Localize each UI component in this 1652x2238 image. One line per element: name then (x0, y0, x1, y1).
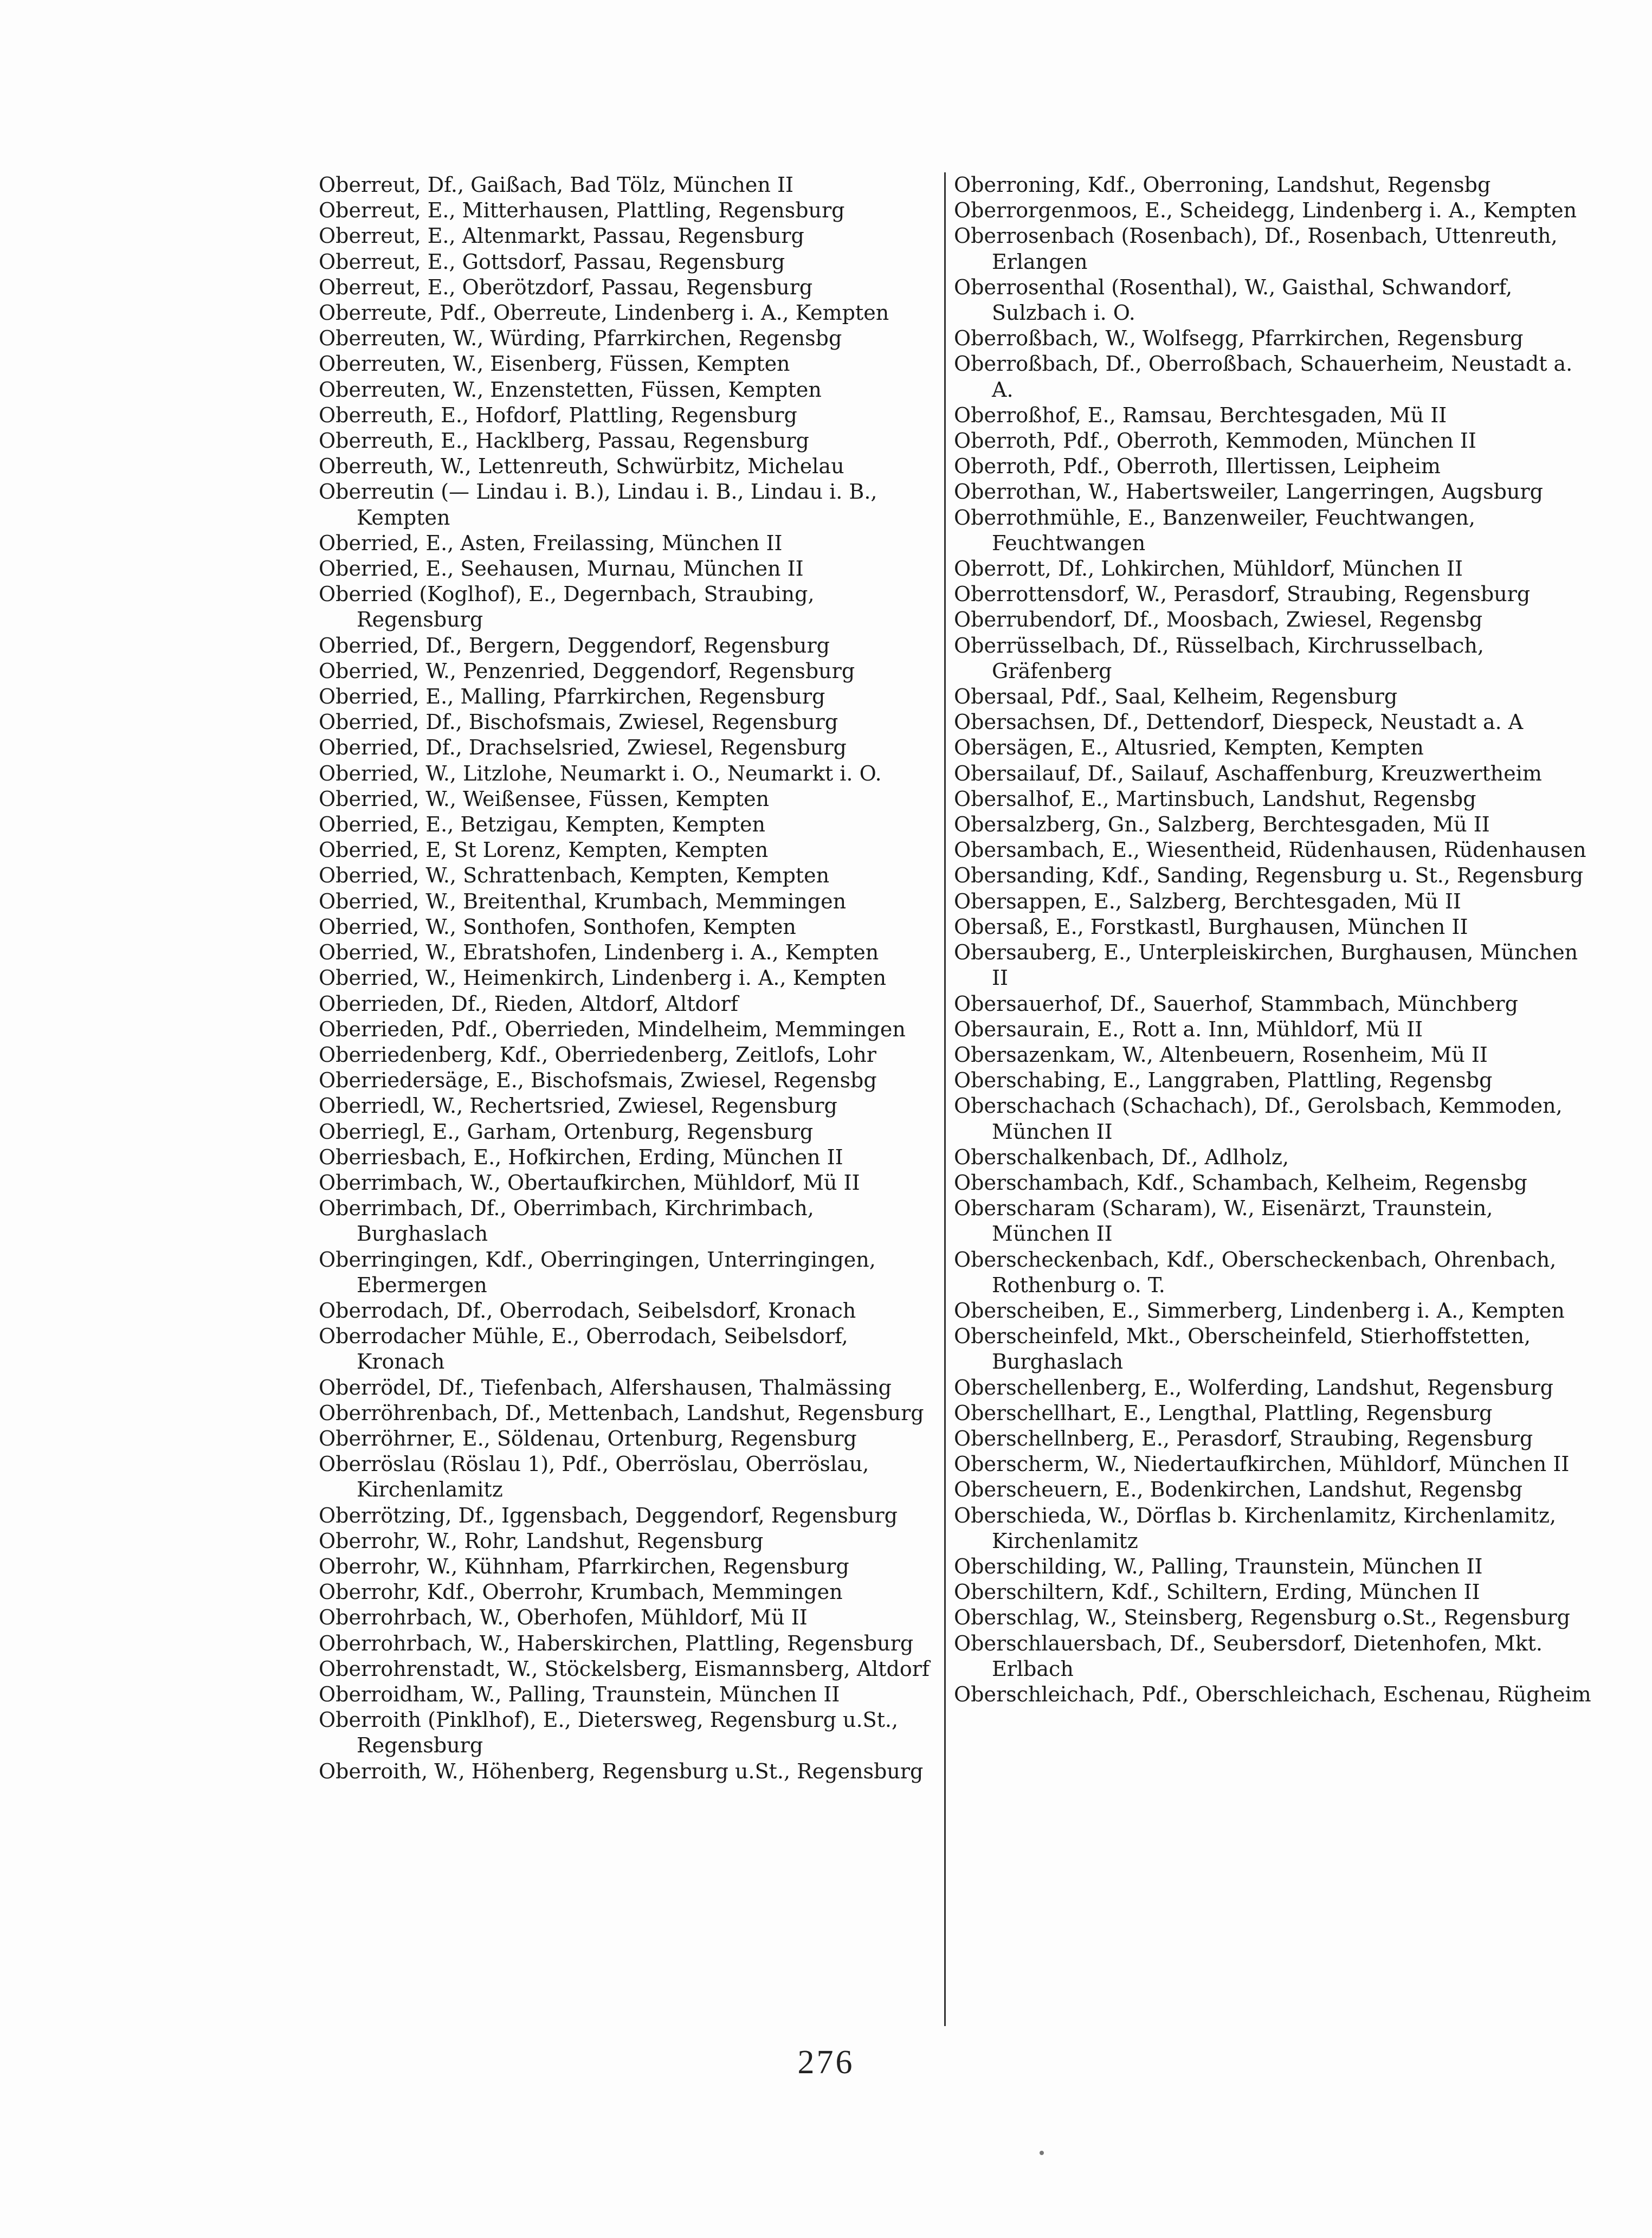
gazetteer-entry: Obersappen, E., Salzberg, Berchtesgaden, Mü II (954, 889, 1461, 913)
gazetteer-entry: Oberriesbach, E., Hofkirchen, Erding, München II (319, 1145, 843, 1169)
gazetteer-entry: Oberreut, E., Gottsdorf, Passau, Regensburg (319, 249, 785, 274)
column-divider (944, 172, 946, 2026)
gazetteer-entry: Obersanding, Kdf., Sanding, Regensburg u. St., Regensburg (954, 863, 1584, 888)
gazetteer-entry: Oberried, Df., Bergern, Deggendorf, Regensburg (319, 633, 830, 657)
gazetteer-entry: Oberroßbach, Df., Oberroßbach, Schauerheim, Neustadt a. A. (954, 352, 1573, 402)
gazetteer-entry: Oberroth, Pdf., Oberroth, Illertissen, Leipheim (954, 454, 1441, 479)
gazetteer-entry: Oberringingen, Kdf., Oberringingen, Unterringingen, Ebermergen (319, 1247, 876, 1297)
gazetteer-entry: Oberreut, E., Altenmarkt, Passau, Regensburg (319, 224, 804, 248)
gazetteer-entry: Obersalhof, E., Martinsbuch, Landshut, Regensbg (954, 786, 1476, 811)
gazetteer-entry: Oberried (Koglhof), E., Degernbach, Straubing, Regensburg (319, 582, 815, 632)
gazetteer-entry: Obersalzberg, Gn., Salzberg, Berchtesgaden, Mü II (954, 812, 1490, 837)
gazetteer-entry: Oberrohrbach, W., Oberhofen, Mühldorf, Mü II (319, 1605, 808, 1630)
gazetteer-entry: Oberried, W., Heimenkirch, Lindenberg i. A., Kempten (319, 966, 887, 990)
gazetteer-entry: Oberreute, Pdf., Oberreute, Lindenberg i. A., Kempten (319, 301, 889, 325)
gazetteer-entry: Oberreuth, W., Lettenreuth, Schwürbitz, Michelau (319, 454, 844, 479)
gazetteer-entry: Oberrott, Df., Lohkirchen, Mühldorf, München II (954, 557, 1463, 581)
gazetteer-entry: Oberried, Df., Bischofsmais, Zwiesel, Regensburg (319, 710, 838, 734)
page-number: 276 (797, 2044, 855, 2081)
gazetteer-entry: Oberried, W., Sonthofen, Sonthofen, Kempten (319, 914, 796, 939)
gazetteer-entry: Oberried, E., Seehausen, Murnau, München II (319, 557, 804, 581)
gazetteer-entry: Obersauerhof, Df., Sauerhof, Stammbach, Münchberg (954, 991, 1518, 1016)
gazetteer-entry: Obersägen, E., Altusried, Kempten, Kempten (954, 736, 1424, 760)
gazetteer-entry: Oberreuth, E., Hacklberg, Passau, Regensburg (319, 429, 809, 453)
gazetteer-entry: Oberrodach, Df., Oberrodach, Seibelsdorf, Kronach (319, 1298, 856, 1323)
gazetteer-entry: Oberroidham, W., Palling, Traunstein, München II (319, 1682, 840, 1706)
gazetteer-entry: Oberröslau (Röslau 1), Pdf., Oberröslau, Oberröslau, Kirchenlamitz (319, 1452, 869, 1502)
gazetteer-entry: Oberrosenbach (Rosenbach), Df., Rosenbach, Uttenreuth, Erlangen (954, 224, 1558, 274)
gazetteer-entry: Obersaß, E., Forstkastl, Burghausen, München II (954, 914, 1468, 939)
gazetteer-entry: Oberreuten, W., Enzenstetten, Füssen, Kempten (319, 377, 822, 402)
gazetteer-entry: Oberröhrner, E., Söldenau, Ortenburg, Regensburg (319, 1426, 857, 1450)
gazetteer-entry: Oberschabing, E., Langgraben, Plattling, Regensbg (954, 1068, 1493, 1093)
gazetteer-entry: Obersailauf, Df., Sailauf, Aschaffenburg, Kreuzwertheim (954, 761, 1542, 785)
left-column (319, 172, 937, 1784)
gazetteer-entry: Oberschachach (Schachach), Df., Gerolsbach, Kemmoden, München II (954, 1094, 1563, 1144)
gazetteer-entry: Oberroith, W., Höhenberg, Regensburg u.St., Regensburg (319, 1759, 924, 1783)
gazetteer-entry: Oberrödel, Df., Tiefenbach, Alfershausen, Thalmässing (319, 1375, 892, 1399)
gazetteer-entry: Oberscheinfeld, Mkt., Oberscheinfeld, Stierhoffstetten, Burghaslach (954, 1324, 1531, 1374)
gazetteer-entry: Oberschlauersbach, Df., Seubersdorf, Dietenhofen, Mkt. Erlbach (954, 1631, 1543, 1681)
gazetteer-entry: Oberried, E., Asten, Freilassing, München II (319, 531, 783, 555)
gazetteer-entry: Oberried, W., Litzlohe, Neumarkt i. O., Neumarkt i. O. (319, 761, 882, 785)
gazetteer-entry: Obersauberg, E., Unterpleiskirchen, Burghausen, München II (954, 940, 1578, 990)
gazetteer-entry: Oberroith (Pinklhof), E., Dietersweg, Regensburg u.St., Regensburg (319, 1708, 899, 1758)
gazetteer-entry: Oberrieden, Pdf., Oberrieden, Mindelheim, Memmingen (319, 1017, 906, 1041)
gazetteer-entry: Oberrieden, Df., Rieden, Altdorf, Altdorf (319, 991, 738, 1016)
gazetteer-entry: Oberreut, Df., Gaißach, Bad Tölz, München II (319, 173, 793, 197)
gazetteer-entry: Obersazenkam, W., Altenbeuern, Rosenheim, Mü II (954, 1042, 1488, 1067)
gazetteer-entry: Oberschlag, W., Steinsberg, Regensburg o.St., Regensburg (954, 1605, 1570, 1630)
gazetteer-entry: Oberriedersäge, E., Bischofsmais, Zwiesel, Regensbg (319, 1068, 877, 1093)
gazetteer-entry: Obersaal, Pdf., Saal, Kelheim, Regensburg (954, 685, 1398, 709)
gazetteer-entry: Obersachsen, Df., Dettendorf, Diespeck, Neustadt a. A (954, 710, 1524, 734)
gazetteer-entry: Oberrimbach, W., Obertaufkirchen, Mühldorf, Mü II (319, 1170, 860, 1195)
gazetteer-entry: Oberrüsselbach, Df., Rüsselbach, Kirchrusselbach, Gräfenberg (954, 633, 1484, 683)
gazetteer-entry: Oberreuth, E., Hofdorf, Plattling, Regensburg (319, 403, 797, 427)
right-column (954, 172, 1593, 1707)
gazetteer-entry: Oberschiltern, Kdf., Schiltern, Erding, München II (954, 1580, 1480, 1604)
gazetteer-entry: Oberroßbach, W., Wolfsegg, Pfarrkirchen, Regensburg (954, 326, 1524, 351)
gazetteer-entry: Oberried, E, St Lorenz, Kempten, Kempten (319, 838, 769, 862)
gazetteer-entry: Oberroning, Kdf., Oberroning, Landshut, Regensbg (954, 173, 1491, 197)
gazetteer-entry: Oberscharam (Scharam), W., Eisenärzt, Traunstein, München II (954, 1196, 1493, 1246)
gazetteer-entry: Oberrohr, W., Rohr, Landshut, Regensburg (319, 1528, 764, 1553)
gazetteer-entry: Oberrohr, Kdf., Oberrohr, Krumbach, Memmingen (319, 1580, 843, 1604)
gazetteer-entry: Oberried, W., Breitenthal, Krumbach, Memmingen (319, 889, 847, 913)
gazetteer-entry: Oberscheuern, E., Bodenkirchen, Landshut, Regensbg (954, 1478, 1523, 1502)
gazetteer-entry: Oberrothmühle, E., Banzenweiler, Feuchtwangen, Feuchtwangen (954, 505, 1475, 555)
gazetteer-entry: Oberrottensdorf, W., Perasdorf, Straubing, Regensburg (954, 582, 1531, 607)
gazetteer-entry: Oberrosenthal (Rosenthal), W., Gaisthal, Schwandorf, Sulzbach i. O. (954, 275, 1513, 325)
gazetteer-entry: Oberrimbach, Df., Oberrimbach, Kirchrimbach, Burghaslach (319, 1196, 814, 1246)
gazetteer-entry: Oberscheiben, E., Simmerberg, Lindenberg i. A., Kempten (954, 1298, 1565, 1323)
gazetteer-entry: Oberscheckenbach, Kdf., Oberscheckenbach, Ohrenbach, Rothenburg o. T. (954, 1247, 1557, 1297)
gazetteer-entry: Oberrodacher Mühle, E., Oberrodach, Seibelsdorf, Kronach (319, 1324, 848, 1374)
gazetteer-entry: Oberriedl, W., Rechertsried, Zwiesel, Regensburg (319, 1094, 837, 1118)
gazetteer-entry: Oberrohr, W., Kühnham, Pfarrkirchen, Regensburg (319, 1554, 849, 1578)
gazetteer-entry: Oberrohrbach, W., Haberskirchen, Plattling, Regensburg (319, 1631, 914, 1655)
gazetteer-entry: Oberschleichach, Pdf., Oberschleichach, Eschenau, Rügheim (954, 1682, 1591, 1706)
gazetteer-entry: Oberreuten, W., Würding, Pfarrkirchen, Regensbg (319, 326, 842, 351)
gazetteer-entry: Oberröhrenbach, Df., Mettenbach, Landshut, Regensburg (319, 1401, 924, 1425)
gazetteer-entry: Oberried, W., Weißensee, Füssen, Kempten (319, 786, 770, 811)
gazetteer-entry: Oberried, E., Malling, Pfarrkirchen, Regensburg (319, 685, 825, 709)
gazetteer-entry: Oberried, W., Ebratshofen, Lindenberg i. A., Kempten (319, 940, 879, 965)
gazetteer-entry: Oberried, Df., Drachselsried, Zwiesel, Regensburg (319, 736, 847, 760)
gazetteer-entry: Oberschellnberg, E., Perasdorf, Straubing, Regensburg (954, 1426, 1533, 1450)
gazetteer-entry: Oberroßhof, E., Ramsau, Berchtesgaden, Mü II (954, 403, 1447, 427)
gazetteer-entry: Oberrothan, W., Habertsweiler, Langerringen, Augsburg (954, 480, 1543, 504)
gazetteer-entry: Obersaurain, E., Rott a. Inn, Mühldorf, Mü II (954, 1017, 1423, 1041)
gazetteer-entry: Oberrohrenstadt, W., Stöckelsberg, Eismannsberg, Altdorf (319, 1656, 930, 1681)
print-speck (1040, 2151, 1044, 2155)
gazetteer-entry: Oberrötzing, Df., Iggensbach, Deggendorf, Regensburg (319, 1503, 898, 1527)
gazetteer-entry: Oberroth, Pdf., Oberroth, Kemmoden, München II (954, 429, 1476, 453)
gazetteer-entry: Oberschieda, W., Dörflas b. Kirchenlamitz, Kirchenlamitz, Kirchenlamitz (954, 1503, 1557, 1553)
gazetteer-entry: Oberriegl, E., Garham, Ortenburg, Regensburg (319, 1119, 814, 1144)
gazetteer-entry: Oberreut, E., Oberötzdorf, Passau, Regensburg (319, 275, 813, 299)
gazetteer-entry: Oberreut, E., Mitterhausen, Plattling, Regensburg (319, 198, 845, 223)
gazetteer-entry: Oberried, E., Betzigau, Kempten, Kempten (319, 812, 765, 837)
gazetteer-entry: Oberschalkenbach, Df., Adlholz, (954, 1145, 1289, 1169)
gazetteer-entry: Obersambach, E., Wiesentheid, Rüdenhausen, Rüdenhausen (954, 838, 1586, 862)
gazetteer-entry: Oberriedenberg, Kdf., Oberriedenberg, Zeitlofs, Lohr (319, 1042, 876, 1067)
gazetteer-entry: Oberreutin (— Lindau i. B.), Lindau i. B., Lindau i. B., Kempten (319, 480, 877, 530)
gazetteer-entry: Oberschambach, Kdf., Schambach, Kelheim, Regensbg (954, 1170, 1527, 1195)
gazetteer-entry: Oberried, W., Penzenried, Deggendorf, Regensburg (319, 659, 855, 683)
gazetteer-entry: Oberschellenberg, E., Wolferding, Landshut, Regensburg (954, 1375, 1553, 1399)
gazetteer-entry: Oberscherm, W., Niedertaufkirchen, Mühldorf, München II (954, 1452, 1570, 1476)
gazetteer-entry: Oberschellhart, E., Lengthal, Plattling, Regensburg (954, 1401, 1493, 1425)
gazetteer-entry: Oberrubendorf, Df., Moosbach, Zwiesel, Regensbg (954, 608, 1483, 632)
gazetteer-entry: Oberreuten, W., Eisenberg, Füssen, Kempten (319, 352, 790, 376)
gazetteer-entry: Oberrorgenmoos, E., Scheidegg, Lindenberg i. A., Kempten (954, 198, 1577, 223)
gazetteer-entry: Oberschilding, W., Palling, Traunstein, München II (954, 1554, 1483, 1578)
gazetteer-entry: Oberried, W., Schrattenbach, Kempten, Kempten (319, 863, 830, 888)
